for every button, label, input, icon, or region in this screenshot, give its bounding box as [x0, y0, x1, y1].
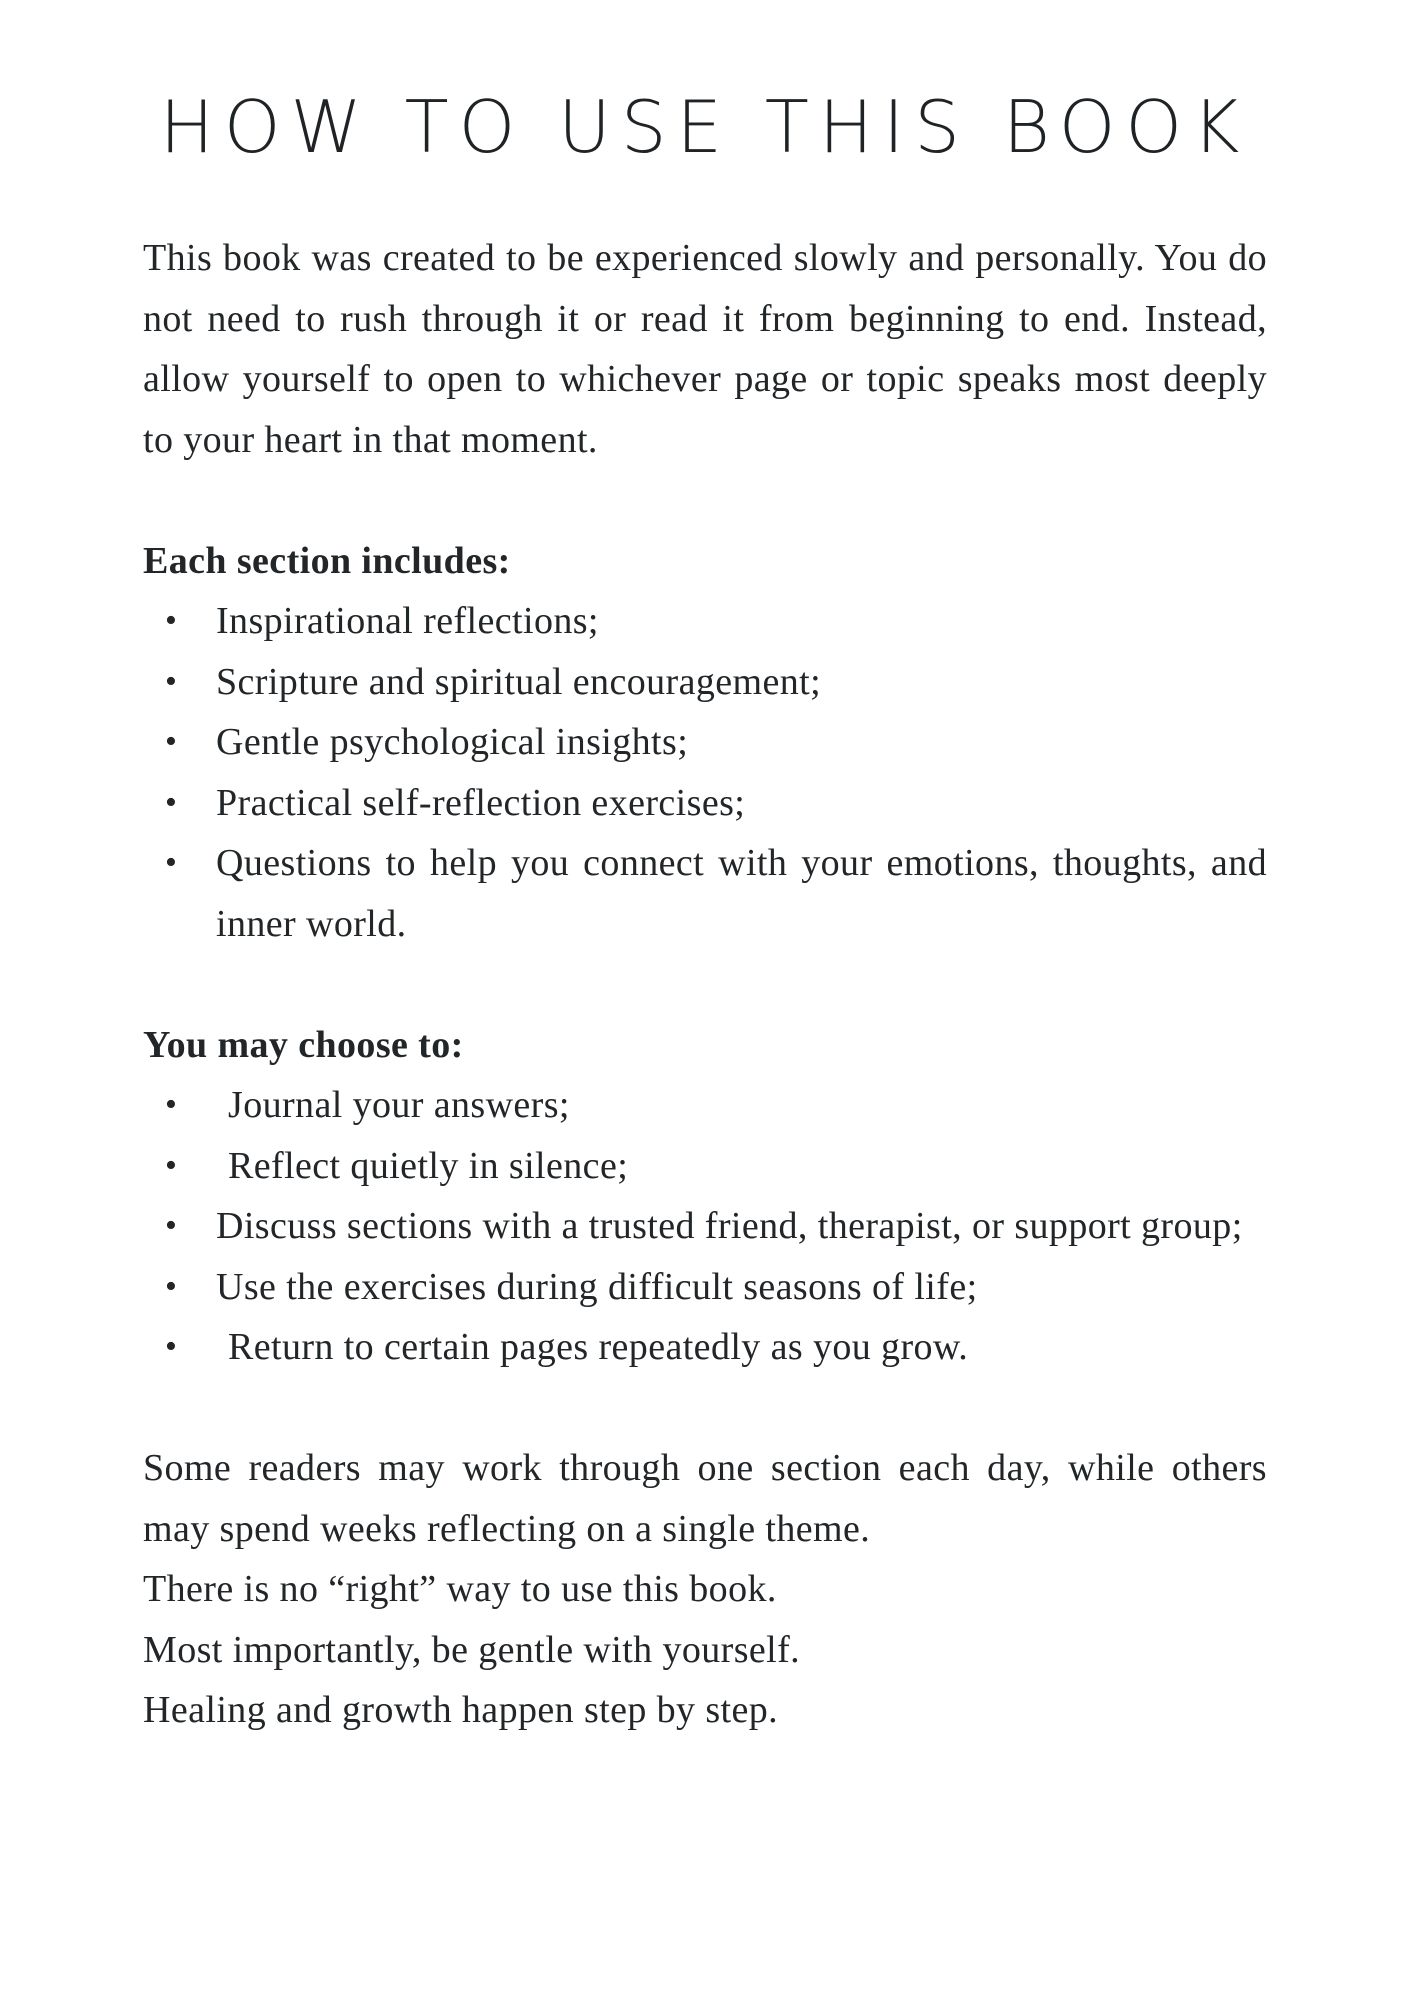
list-item: • Discuss sections with a trusted friend, therapist, or support group;: [143, 1196, 1267, 1257]
section-includes-heading: Each section includes:: [143, 539, 511, 582]
intro-paragraph: This book was created to be experienced slowly and personally. You do not need to rush through it or read it from beginning to end. Instead, allow yourself to open to whichever page or topic speaks most deeply to your heart in that moment.: [143, 237, 1267, 461]
list-item: • Inspirational reflections;: [143, 591, 1267, 652]
choose-heading: You may choose to:: [143, 1023, 464, 1066]
list-item: • Journal your answers;: [143, 1075, 1267, 1136]
list-item: • Return to certain pages repeatedly as you grow.: [143, 1317, 1267, 1378]
list-item: • Use the exercises during difficult seasons of life;: [143, 1257, 1267, 1318]
section-includes-list: [143, 591, 1267, 954]
closing-paragraph: Some readers may work through one section each day, while others may spend weeks reflecting on a single theme.: [143, 1447, 1267, 1550]
closing-line: Most importantly, be gentle with yourself.: [143, 1628, 801, 1671]
list-item: • Practical self-reflection exercises;: [143, 773, 1267, 834]
spacer: [143, 1378, 1267, 1439]
closing-line: Healing and growth happen step by step.: [143, 1689, 779, 1731]
list-item: • Questions to help you connect with your emotions, thoughts, and inner world.: [143, 833, 1267, 954]
page-title: HOW TO USE THIS BOOK: [159, 85, 1250, 169]
choose-list: [143, 1075, 1267, 1378]
list-item: • Scripture and spiritual encouragement;: [143, 652, 1267, 713]
page-body: [143, 228, 1267, 1741]
spacer: [143, 470, 1267, 531]
list-item: • Reflect quietly in silence;: [143, 1136, 1267, 1197]
list-item: • Gentle psychological insights;: [143, 712, 1267, 773]
closing-line: There is no “right” way to use this book.: [143, 1568, 777, 1610]
spacer: [143, 954, 1267, 1015]
